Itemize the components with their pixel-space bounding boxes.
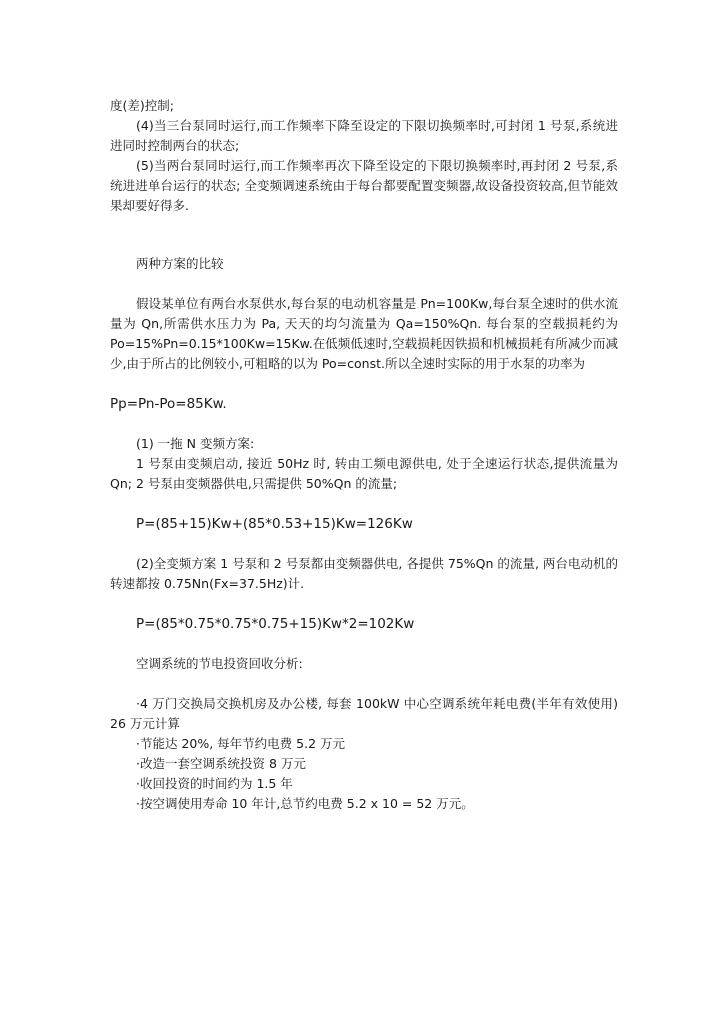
scheme-1-formula: P=(85+15)Kw+(85*0.53+15)Kw=126Kw [136, 516, 413, 532]
scheme-1-title: (1) 一拖 N 变频方案: [136, 436, 255, 451]
scheme-2-description: (2)全变频方案 1 号泵和 2 号泵都由变频器供电, 各提供 75%Qn 的流量, 两台电动机的转速都按 0.75Nn(Fx=37.5Hz)计. [110, 556, 618, 591]
spacer [110, 414, 618, 434]
payback-item-2: ·节能达 20%, 每年节约电费 5.2 万元 [136, 736, 346, 751]
scheme-1-description: 1 号泵由变频启动, 接近 50Hz 时, 转由工频电源供电, 处于全速运行状态,提供流量为 Qn; 2 号泵由变频器供电,只需提供 50%Qn 的流量; [110, 456, 618, 491]
line-fragment: 度(差)控制; [110, 98, 174, 113]
spacer [110, 674, 618, 694]
scheme-2-formula: P=(85*0.75*0.75*0.75+15)Kw*2=102Kw [136, 616, 415, 632]
spacer [110, 594, 618, 614]
payback-item-3: ·改造一套空调系统投资 8 万元 [136, 756, 306, 771]
spacer [110, 494, 618, 514]
comparison-heading: 两种方案的比较 [136, 256, 224, 271]
payback-item-4: ·收回投资的时间约为 1.5 年 [136, 776, 293, 791]
pp-formula: Pp=Pn-Po=85Kw. [110, 396, 227, 412]
item-5-paragraph: (5)当两台泵同时运行,而工作频率再次下降至设定的下限切换频率时,再封闭 2 号泵,系统进进单台运行的状态; 全变频调速系统由于每台都要配置变频器,故设备投资较高,但节能效果却要好得多. [110, 158, 618, 213]
spacer [110, 216, 618, 254]
comparison-intro-paragraph: 假设某单位有两台水泵供水,每台泵的电动机容量是 Pn=100Kw,每台泵全速时的供水流量为 Qn,所需供水压力为 Pa, 天天的均匀流量为 Qa=150%Qn. 每台泵的空载损耗约为 Po=15%Pn=0.15*100Kw=15Kw.在低频低速时,空载损耗因铁损和机械损耗有所减少而减少,由于所占的比例较小,可粗略的以为 Po=const.所以全速时实际的用于水泵的功率为 [110, 296, 618, 371]
spacer [110, 634, 618, 654]
item-4-paragraph: (4)当三台泵同时运行,而工作频率下降至设定的下限切换频率时,可封闭 1 号泵,系统进进同时控制两台的状态; [110, 118, 618, 153]
payback-item-5: ·按空调使用寿命 10 年计,总节约电费 5.2 x 10 = 52 万元。 [136, 796, 474, 811]
document-page [110, 96, 618, 814]
spacer [110, 374, 618, 394]
spacer [110, 534, 618, 554]
spacer [110, 274, 618, 294]
payback-item-1: ·4 万门交换局交换机房及办公楼, 每套 100kW 中心空调系统年耗电费(半年有效使用) 26 万元计算 [110, 696, 618, 731]
payback-heading: 空调系统的节电投资回收分析: [136, 656, 303, 671]
